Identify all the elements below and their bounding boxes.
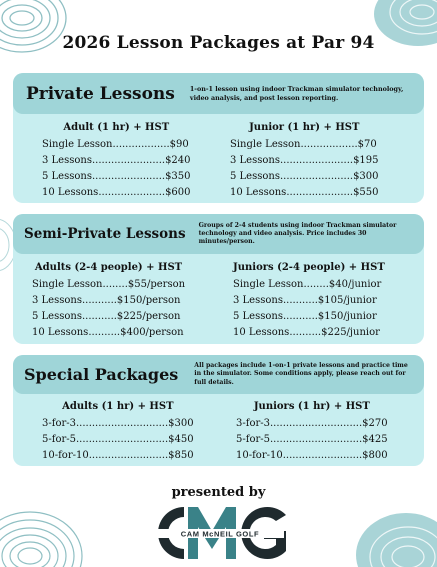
section-description: 1-on-1 lesson using indoor Trackman simulator technology, video analysis, and post lesson reporting. (189, 85, 404, 102)
price-line: 3-for-3.............................$300 (42, 418, 194, 429)
price-line: 5 Lessons.......................$300 (230, 171, 379, 182)
section-description: All packages include 1-on-1 private lessons and practice time in the simulator. Some conditions apply, please reach out for full details. (194, 362, 408, 386)
semi-private-lessons-section (13, 214, 424, 344)
price-line: Single Lesson........$40/junior (233, 279, 382, 290)
price-line: 5-for-5.............................$450 (42, 434, 194, 445)
price-line: Single Lesson........$55/person (32, 279, 186, 290)
junior-price-list (230, 120, 379, 201)
price-line: 10-for-10.........................$850 (42, 450, 194, 461)
price-line: 10-for-10.........................$800 (236, 450, 388, 461)
column-heading: Adult (1 hr) + HST (63, 122, 170, 133)
semi-private-lessons-header (13, 214, 424, 254)
special-packages-section (13, 355, 424, 466)
price-line: Single Lesson..................$90 (42, 139, 189, 150)
special-packages-header (13, 355, 424, 394)
juniors-price-list (233, 260, 385, 341)
section-title: Private Lessons (26, 83, 175, 104)
column-heading: Adults (2-4 people) + HST (34, 262, 183, 273)
price-line: 3 Lessons.......................$240 (42, 155, 191, 166)
price-line: 5-for-5.............................$425 (236, 434, 388, 445)
private-lessons-section (13, 73, 424, 203)
price-line: 10 Lessons.....................$600 (42, 187, 191, 198)
price-line: 3 Lessons...........$150/person (32, 295, 181, 306)
price-line: 5 Lessons...........$150/junior (233, 311, 377, 322)
section-title: Semi-Private Lessons (24, 226, 186, 242)
price-line: 5 Lessons...........$225/person (32, 311, 181, 322)
logo-wordmark: CAM McNEIL GOLF (180, 529, 260, 539)
presented-by-label: presented by (171, 485, 266, 500)
private-lessons-header (13, 73, 424, 114)
price-line: 3 Lessons...........$105/junior (233, 295, 377, 306)
price-line: Single Lesson..................$70 (230, 139, 377, 150)
juniors-package-list (236, 399, 388, 464)
page-title: 2026 Lesson Packages at Par 94 (62, 33, 375, 53)
column-heading: Juniors (2-4 people) + HST (233, 262, 385, 273)
column-heading: Adults (1 hr) + HST (62, 401, 174, 412)
cam-mcneil-golf-logo (148, 501, 290, 563)
adults-price-list (32, 260, 185, 341)
section-description: Groups of 2-4 students using indoor Trackman simulator technology and video analysis. Price includes 30 minutes/person. (198, 221, 397, 246)
column-heading: Junior (1 hr) + HST (249, 122, 360, 133)
adults-package-list (42, 399, 194, 464)
price-line: 10 Lessons..........$400/person (32, 327, 184, 338)
topographic-decoration-bottom-left (0, 490, 90, 567)
topographic-decoration-bottom-right (352, 497, 437, 567)
price-line: 10 Lessons.....................$550 (230, 187, 379, 198)
section-title: Special Packages (24, 365, 179, 384)
price-line: 3-for-3.............................$270 (236, 418, 388, 429)
price-line: 10 Lessons..........$225/junior (233, 327, 380, 338)
column-heading: Juniors (1 hr) + HST (253, 401, 370, 412)
price-line: 3 Lessons.......................$195 (230, 155, 379, 166)
price-line: 5 Lessons.......................$350 (42, 171, 191, 182)
adult-price-list (42, 120, 191, 201)
